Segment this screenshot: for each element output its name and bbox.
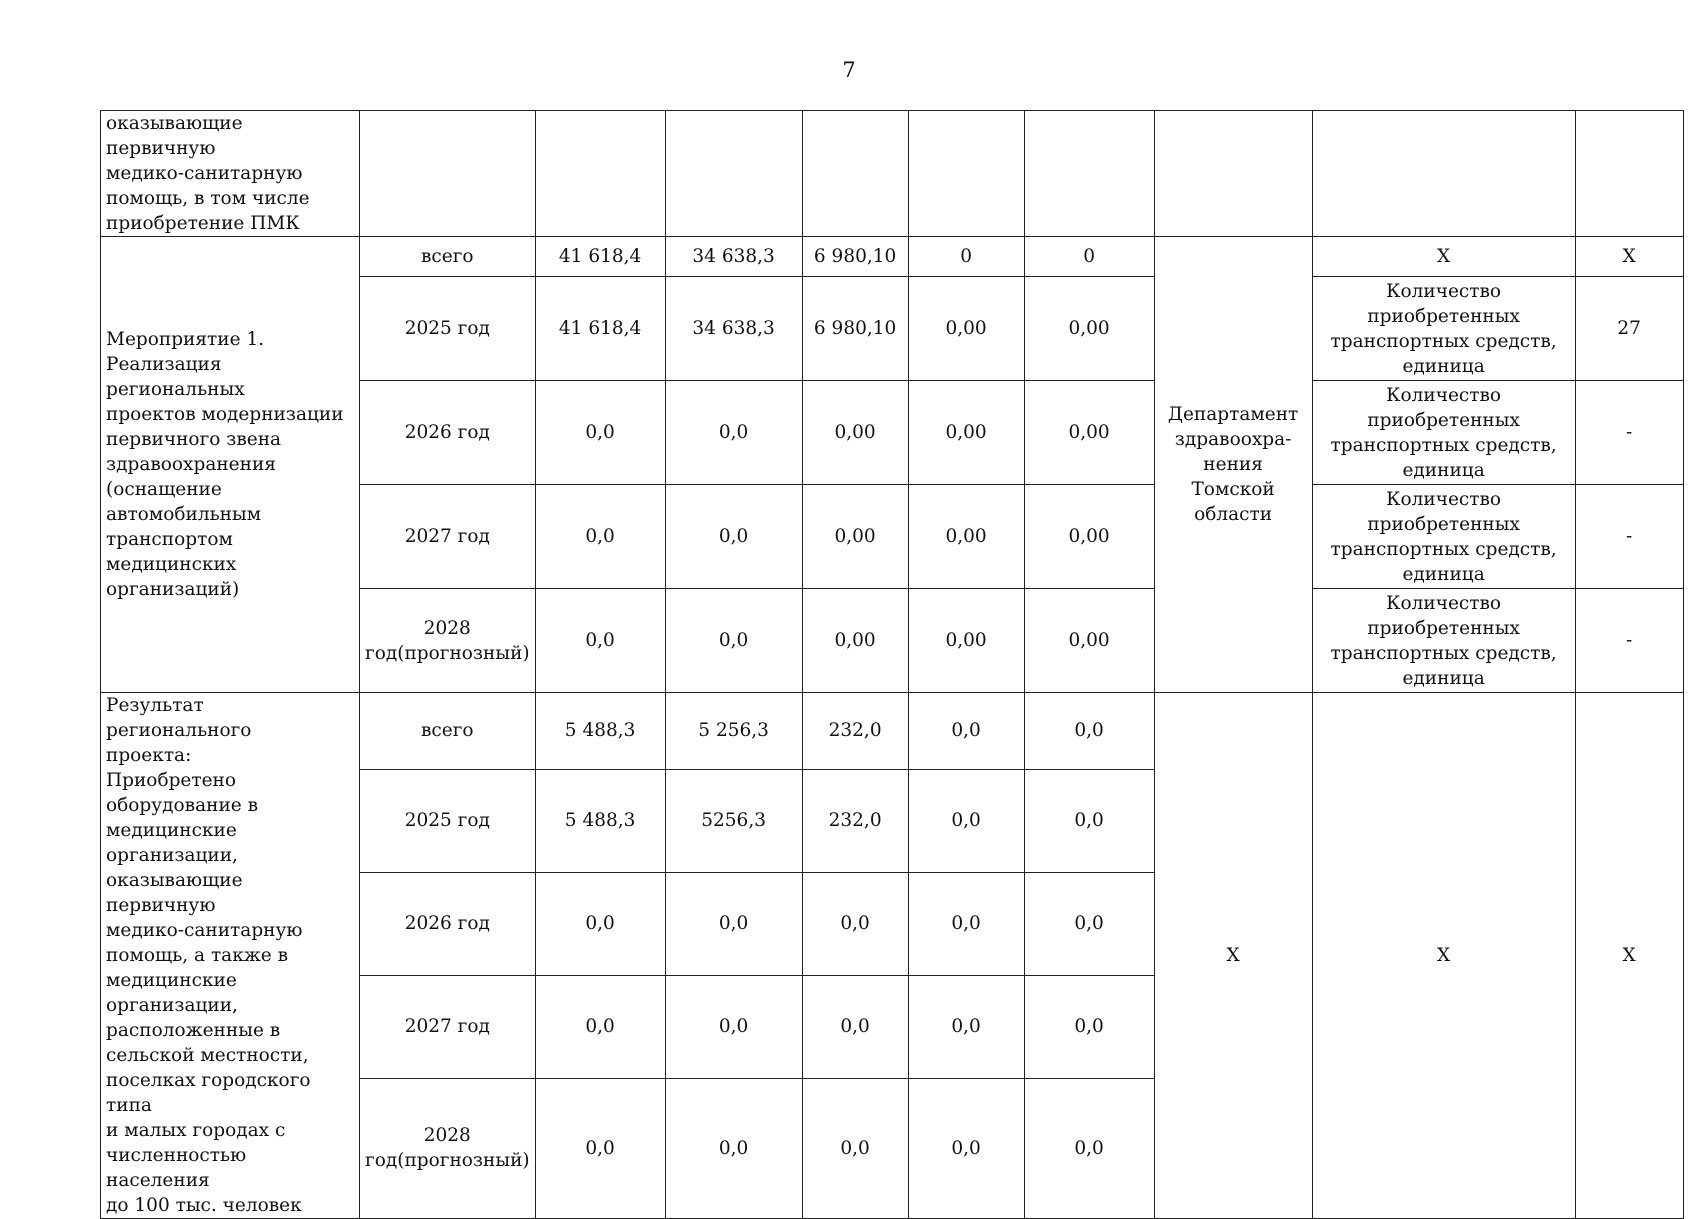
amount-cell: 0,0	[665, 381, 802, 485]
amount-cell: 34 638,3	[665, 237, 802, 277]
amount-cell: 0,0	[908, 1078, 1024, 1218]
indicator-value: 27	[1575, 277, 1683, 381]
amount-cell: 41 618,4	[535, 277, 665, 381]
indicator-cell-line: приобретенных	[1367, 513, 1520, 535]
activity-name-line: помощь, в том числе	[106, 188, 310, 209]
amount-cell: 0,0	[665, 1078, 802, 1218]
empty-cell	[1312, 111, 1575, 237]
indicator-cell-line: приобретенных	[1367, 617, 1520, 639]
period-cell-line: (прогнозный)	[397, 1150, 530, 1172]
amount-cell: 0,0	[1024, 769, 1154, 872]
amount-cell: 5256,3	[665, 769, 802, 872]
amount-cell: 6 980,10	[802, 237, 908, 277]
indicator-cell-line: Количество	[1386, 592, 1502, 614]
indicator-cell	[1312, 381, 1575, 485]
activity-name-line: медико-санитарную	[106, 163, 303, 184]
activity-name-line: (оснащение	[106, 479, 222, 500]
activity-name-line: первичного звена	[106, 429, 282, 450]
amount-cell: 0,00	[908, 277, 1024, 381]
amount-cell: 0,0	[535, 872, 665, 975]
amount-cell: 0,0	[535, 589, 665, 693]
indicator-cell-line: транспортных средств,	[1330, 330, 1557, 352]
amount-cell: 0,00	[802, 485, 908, 589]
result-name-line: медицинские	[106, 970, 237, 991]
indicator-value: X	[1575, 237, 1683, 277]
result-department-cell: X	[1154, 693, 1312, 1219]
amount-cell: 0,00	[1024, 485, 1154, 589]
amount-cell: 0	[1024, 237, 1154, 277]
period-cell-line: (прогнозный)	[397, 642, 530, 664]
indicator-cell-line: Количество	[1386, 384, 1502, 406]
amount-cell: 0,0	[665, 589, 802, 693]
result-name-line: оказывающие первичную	[106, 870, 243, 916]
empty-cell	[1575, 111, 1683, 237]
amount-cell: 232,0	[802, 693, 908, 770]
amount-cell: 0,0	[665, 975, 802, 1078]
period-cell	[360, 381, 536, 485]
amount-cell: 0,0	[535, 485, 665, 589]
amount-cell: 0,0	[908, 975, 1024, 1078]
amount-cell: 41 618,4	[535, 237, 665, 277]
amount-cell: 6 980,10	[802, 277, 908, 381]
empty-cell	[360, 111, 536, 237]
table-row	[101, 111, 1684, 237]
result-name-line: помощь, а также в	[106, 945, 289, 966]
program-table	[100, 110, 1684, 1219]
period-cell-line: 2025 год	[404, 810, 490, 832]
table-row	[101, 237, 1684, 277]
amount-cell: 5 488,3	[535, 769, 665, 872]
result-indicator-cell: X	[1312, 693, 1575, 1219]
amount-cell: 0,0	[802, 1078, 908, 1218]
amount-cell: 0,0	[908, 693, 1024, 770]
amount-cell: 0,00	[802, 381, 908, 485]
amount-cell: 0,00	[802, 589, 908, 693]
period-cell-line: 2026 год	[404, 422, 490, 443]
result-name-line: до 100 тыс. человек	[106, 1195, 302, 1216]
indicator-cell-line: Количество	[1386, 280, 1502, 302]
period-cell-line: всего	[421, 246, 474, 267]
result-name-line: численностью населения	[106, 1145, 247, 1191]
period-cell-line: 2027 год	[404, 1016, 490, 1038]
amount-cell: 0,0	[665, 872, 802, 975]
result-name-line: медицинские	[106, 820, 237, 841]
amount-cell: 34 638,3	[665, 277, 802, 381]
period-cell	[360, 277, 536, 381]
activity-name	[101, 111, 360, 237]
period-cell	[360, 769, 536, 872]
amount-cell: 0	[908, 237, 1024, 277]
result-name-line: Приобретено	[106, 770, 237, 791]
period-cell	[360, 485, 536, 589]
result-name-line: поселках городского типа	[106, 1070, 311, 1116]
indicator-cell-line: транспортных средств,	[1330, 642, 1557, 664]
activity-name-line: оказывающие первичную	[106, 113, 243, 159]
amount-cell: 0,00	[1024, 381, 1154, 485]
table-row	[101, 693, 1684, 770]
result-name-line: проекта:	[106, 745, 192, 766]
responsible-department-line: здравоохра-	[1174, 429, 1292, 450]
period-cell-line: 2028 год	[365, 617, 471, 664]
amount-cell: 0,0	[908, 872, 1024, 975]
responsible-department-line: Департамент	[1167, 404, 1299, 425]
indicator-value: -	[1575, 381, 1683, 485]
responsible-department-line: области	[1194, 504, 1273, 525]
amount-cell: 0,0	[535, 381, 665, 485]
indicator-cell-line: транспортных средств,	[1330, 434, 1557, 456]
indicator-value: -	[1575, 589, 1683, 693]
activity-name-line: Реализация региональных	[106, 354, 245, 400]
result-name-line: и малых городах с	[106, 1120, 286, 1141]
indicator-cell	[1312, 589, 1575, 693]
indicator-cell-line: приобретенных	[1367, 305, 1520, 327]
indicator-cell-line: единица	[1402, 355, 1485, 377]
result-name-line: организации,	[106, 845, 238, 866]
result-name-line: сельской местности,	[106, 1045, 309, 1066]
result-name-line: организации,	[106, 995, 238, 1016]
amount-cell: 5 256,3	[665, 693, 802, 770]
amount-cell: 0,0	[665, 485, 802, 589]
empty-cell	[802, 111, 908, 237]
empty-cell	[1154, 111, 1312, 237]
amount-cell: 0,0	[802, 872, 908, 975]
amount-cell: 0,00	[908, 589, 1024, 693]
amount-cell: 5 488,3	[535, 693, 665, 770]
result-name-line: оборудование в	[106, 795, 259, 816]
responsible-department	[1154, 237, 1312, 693]
amount-cell: 0,0	[908, 769, 1024, 872]
amount-cell: 0,00	[908, 485, 1024, 589]
period-cell-line: 2025 год	[404, 318, 490, 339]
indicator-cell-line: транспортных средств,	[1330, 538, 1557, 560]
activity-name-line: организаций)	[106, 579, 240, 600]
period-cell	[360, 693, 536, 770]
indicator-cell-line: Количество	[1386, 488, 1502, 510]
page-number: 7	[842, 58, 856, 82]
empty-cell	[1024, 111, 1154, 237]
amount-cell: 0,0	[1024, 1078, 1154, 1218]
activity-name-line: Мероприятие 1.	[106, 329, 265, 350]
indicator-cell-line: единица	[1402, 459, 1485, 481]
period-cell-line: 2027 год	[404, 526, 490, 547]
empty-cell	[908, 111, 1024, 237]
activity-name-line: автомобильным	[106, 504, 262, 525]
period-cell-line: всего	[421, 720, 474, 742]
result-name-line: расположенные в	[106, 1020, 281, 1041]
period-cell	[360, 975, 536, 1078]
activity-name-line: проектов модернизации	[106, 404, 344, 425]
indicator-cell-line: X	[1437, 246, 1451, 267]
indicator-cell-line: единица	[1402, 667, 1485, 689]
amount-cell: 0,00	[1024, 589, 1154, 693]
amount-cell: 0,0	[535, 975, 665, 1078]
period-cell	[360, 872, 536, 975]
indicator-cell	[1312, 277, 1575, 381]
activity-name-line: здравоохранения	[106, 454, 276, 475]
empty-cell	[535, 111, 665, 237]
result-name	[101, 693, 360, 1219]
activity-name-line: транспортом	[106, 529, 233, 550]
indicator-value: -	[1575, 485, 1683, 589]
amount-cell: 0,0	[1024, 975, 1154, 1078]
period-cell	[360, 589, 536, 693]
indicator-cell-line: единица	[1402, 563, 1485, 585]
responsible-department-line: нения Томской	[1191, 454, 1275, 500]
activity-name-line: медицинских	[106, 554, 237, 575]
amount-cell: 232,0	[802, 769, 908, 872]
period-cell-line: 2028 год	[365, 1125, 471, 1172]
amount-cell: 0,00	[1024, 277, 1154, 381]
period-cell	[360, 1078, 536, 1218]
amount-cell: 0,0	[535, 1078, 665, 1218]
result-name-line: Результат регионального	[106, 695, 252, 741]
indicator-cell	[1312, 485, 1575, 589]
empty-cell	[665, 111, 802, 237]
result-value-cell: X	[1575, 693, 1683, 1219]
amount-cell: 0,0	[1024, 693, 1154, 770]
amount-cell: 0,0	[1024, 872, 1154, 975]
indicator-cell	[1312, 237, 1575, 277]
activity-name	[101, 237, 360, 693]
period-cell-line: 2026 год	[404, 913, 490, 935]
amount-cell: 0,0	[802, 975, 908, 1078]
result-name-line: медико-санитарную	[106, 920, 303, 941]
amount-cell: 0,00	[908, 381, 1024, 485]
activity-name-line: приобретение ПМК	[106, 213, 300, 234]
indicator-cell-line: приобретенных	[1367, 409, 1520, 431]
period-cell	[360, 237, 536, 277]
